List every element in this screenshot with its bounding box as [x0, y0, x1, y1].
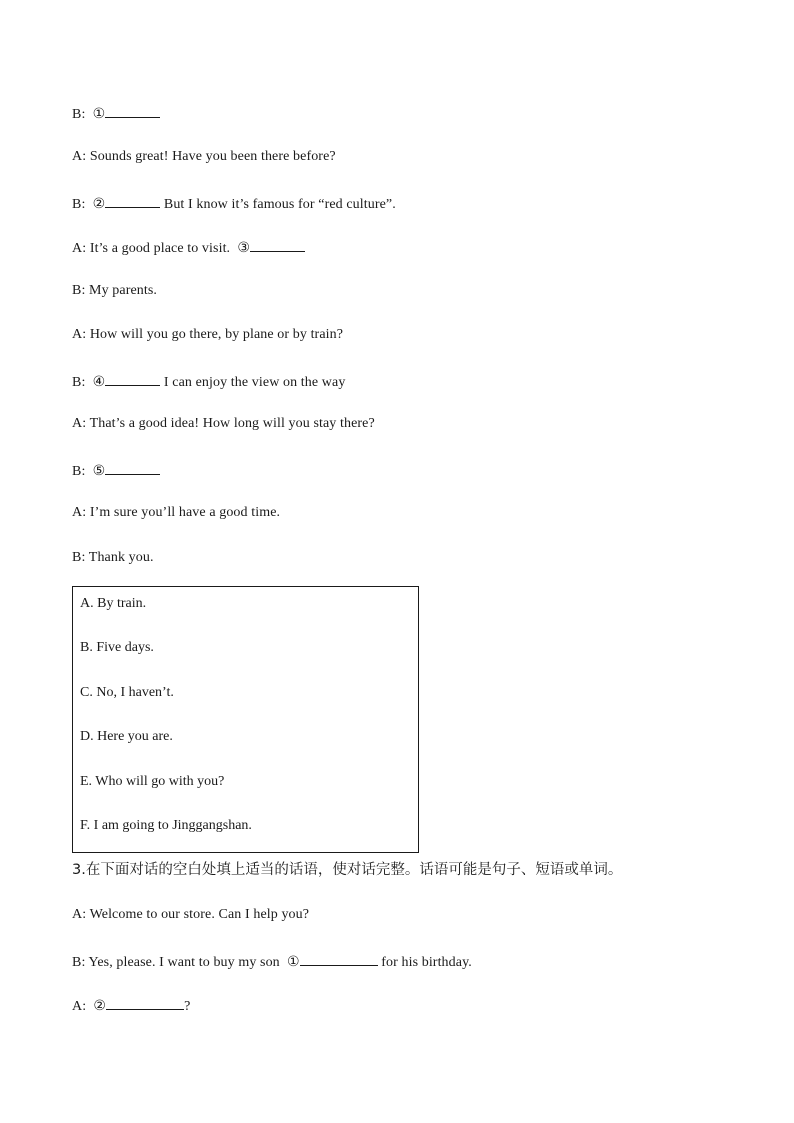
line-text: It’s a good place to visit.: [89, 241, 238, 256]
line-text: But I know it’s famous for “red culture”.: [160, 197, 396, 212]
blank-number: ⑤: [92, 463, 106, 479]
dialogue-line-9: [72, 460, 160, 481]
option-a: A. By train.: [80, 596, 147, 611]
options-box: [72, 586, 419, 853]
section3-line-2: [72, 951, 472, 972]
speaker: A:: [72, 327, 87, 342]
speaker: B:: [72, 197, 86, 212]
dialogue-line-5: [72, 282, 157, 300]
line-text: Thank you.: [88, 550, 154, 565]
speaker: A:: [72, 999, 87, 1014]
speaker: B:: [72, 375, 86, 390]
line-text: I’m sure you’ll have a good time.: [89, 505, 281, 520]
line-text: My parents.: [89, 283, 158, 298]
line-text: ?: [184, 999, 191, 1014]
answer-blank[interactable]: [250, 237, 305, 252]
section3-line-1: [72, 906, 309, 924]
speaker: B:: [72, 955, 86, 970]
option-b: B. Five days.: [80, 640, 154, 655]
dialogue-line-2: [72, 148, 336, 166]
option-d: D. Here you are.: [80, 729, 173, 744]
speaker: A:: [72, 241, 87, 256]
blank-number: ④: [92, 374, 106, 390]
answer-blank[interactable]: [105, 103, 160, 118]
line-text: for his birthday.: [377, 955, 472, 970]
blank-number: ②: [93, 998, 107, 1014]
answer-blank[interactable]: [105, 371, 160, 386]
speaker: A:: [72, 907, 87, 922]
blank-number: ①: [287, 954, 300, 970]
line-text: That’s a good idea! How long will you stay there?: [89, 416, 375, 431]
speaker: B:: [72, 550, 86, 565]
line-text: Yes, please. I want to buy my son: [88, 955, 287, 970]
line-text: Sounds great! Have you been there before?: [89, 149, 336, 164]
speaker: B:: [72, 283, 86, 298]
answer-blank[interactable]: [105, 460, 160, 475]
dialogue-line-8: [72, 415, 375, 433]
dialogue-line-6: [72, 326, 343, 344]
blank-number: ①: [92, 106, 106, 122]
dialogue-line-10: [72, 504, 280, 522]
option-e: E. Who will go with you?: [80, 774, 225, 789]
speaker: B:: [72, 464, 86, 479]
speaker: A:: [72, 149, 87, 164]
section3-line-3: [72, 995, 190, 1016]
speaker: A:: [72, 505, 87, 520]
section-3-instruction: 3.在下面对话的空白处填上适当的话语，使对话完整。话语可能是句子、短语或单词。: [72, 862, 623, 878]
dialogue-line-3: [72, 193, 396, 214]
answer-blank[interactable]: [106, 995, 184, 1010]
speaker: B:: [72, 107, 86, 122]
dialogue-line-7: [72, 371, 345, 392]
line-text: Welcome to our store. Can I help you?: [89, 907, 310, 922]
dialogue-line-11: [72, 549, 154, 567]
line-text: How will you go there, by plane or by train?: [89, 327, 344, 342]
dialogue-line-4: [72, 237, 305, 258]
blank-number: ②: [92, 196, 106, 212]
answer-blank[interactable]: [300, 951, 378, 966]
option-c: C. No, I haven’t.: [80, 685, 174, 700]
blank-number: ③: [237, 240, 251, 256]
option-f: F. I am going to Jinggangshan.: [80, 818, 252, 833]
line-text: I can enjoy the view on the way: [160, 375, 346, 390]
dialogue-line-1: [72, 103, 160, 124]
speaker: A:: [72, 416, 87, 431]
answer-blank[interactable]: [105, 193, 160, 208]
